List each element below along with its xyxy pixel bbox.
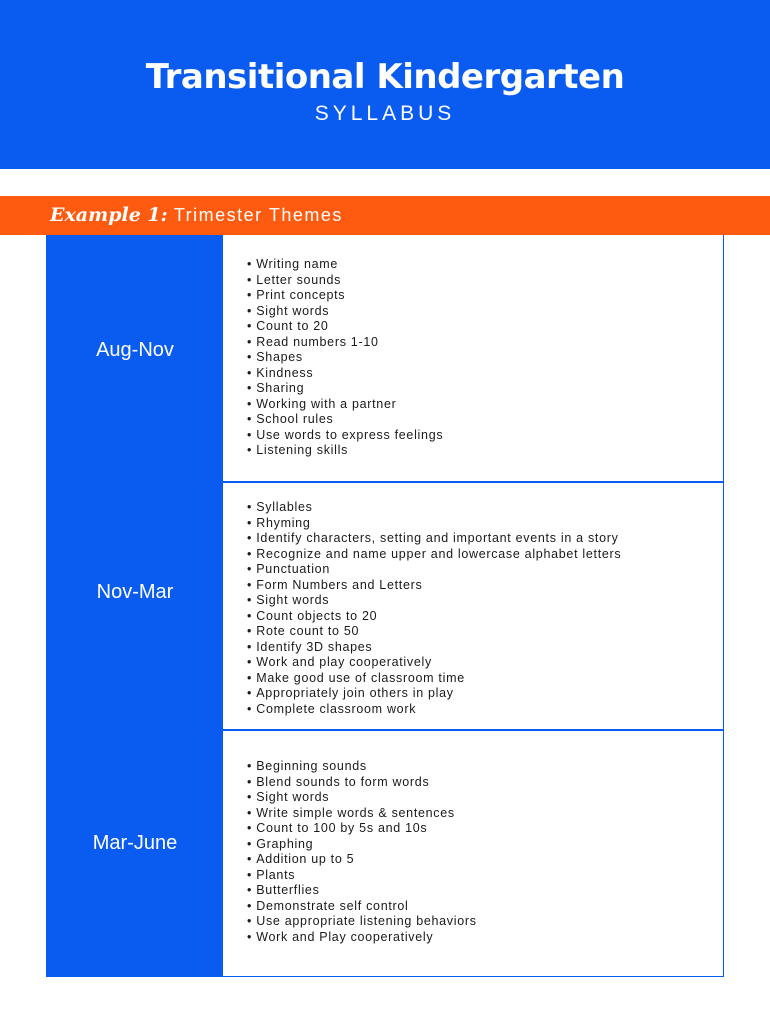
period-label-nov-mar: Nov-Mar [96, 581, 174, 603]
theme-item: • Working with a partner [247, 397, 443, 413]
theme-list-nov-mar [247, 500, 621, 717]
theme-item: • Work and play cooperatively [247, 655, 621, 671]
theme-item: • Count to 20 [247, 319, 443, 335]
theme-item: • Syllables [247, 500, 621, 516]
theme-item: • Addition up to 5 [247, 852, 477, 868]
theme-item: • Use words to express feelings [247, 428, 443, 444]
theme-item: • School rules [247, 412, 443, 428]
theme-item: • Rote count to 50 [247, 624, 621, 640]
section-bar [0, 196, 770, 235]
theme-item: • Blend sounds to form words [247, 775, 477, 791]
theme-item: • Appropriately join others in play [247, 686, 621, 702]
theme-item: • Listening skills [247, 443, 443, 459]
theme-item: • Graphing [247, 837, 477, 853]
theme-item: • Count objects to 20 [247, 609, 621, 625]
theme-item: • Kindness [247, 366, 443, 382]
period-label-mar-june: Mar-June [92, 832, 178, 854]
trimester-row-aug-nov [223, 235, 723, 482]
theme-item: • Write simple words & sentences [247, 806, 477, 822]
section-heading: Trimester Themes [167, 205, 343, 225]
theme-item: • Sharing [247, 381, 443, 397]
theme-item: • Sight words [247, 304, 443, 320]
theme-item: • Plants [247, 868, 477, 884]
theme-item: • Beginning sounds [247, 759, 477, 775]
theme-item: • Recognize and name upper and lowercase alphabet letters [247, 547, 621, 563]
example-label: Example 1: [50, 204, 168, 226]
theme-item: • Sight words [247, 593, 621, 609]
theme-item: • Shapes [247, 350, 443, 366]
theme-item: • Identify 3D shapes [247, 640, 621, 656]
trimester-table [46, 235, 724, 977]
period-label-aug-nov: Aug-Nov [96, 339, 174, 361]
theme-item: • Print concepts [247, 288, 443, 304]
theme-item: • Demonstrate self control [247, 899, 477, 915]
theme-item: • Butterflies [247, 883, 477, 899]
theme-item: • Identify characters, setting and important events in a story [247, 531, 621, 547]
theme-item: • Complete classroom work [247, 702, 621, 718]
theme-item: • Sight words [247, 790, 477, 806]
header-banner [0, 0, 770, 169]
theme-item: • Rhyming [247, 516, 621, 532]
theme-item: • Punctuation [247, 562, 621, 578]
theme-item: • Use appropriate listening behaviors [247, 914, 477, 930]
theme-item: • Count to 100 by 5s and 10s [247, 821, 477, 837]
theme-item: • Form Numbers and Letters [247, 578, 621, 594]
theme-item: • Writing name [247, 257, 443, 273]
theme-item: • Letter sounds [247, 273, 443, 289]
page-subtitle: SYLLABUS [314, 102, 456, 125]
page-title: Transitional Kindergarten [145, 57, 625, 97]
theme-item: • Work and Play cooperatively [247, 930, 477, 946]
trimester-row-nov-mar [223, 483, 723, 729]
section-title [50, 203, 343, 229]
theme-list-mar-june [247, 759, 477, 945]
theme-item: • Read numbers 1-10 [247, 335, 443, 351]
period-column [47, 235, 223, 976]
theme-list-aug-nov [247, 257, 443, 459]
trimester-row-mar-june [223, 731, 723, 976]
theme-item: • Make good use of classroom time [247, 671, 621, 687]
